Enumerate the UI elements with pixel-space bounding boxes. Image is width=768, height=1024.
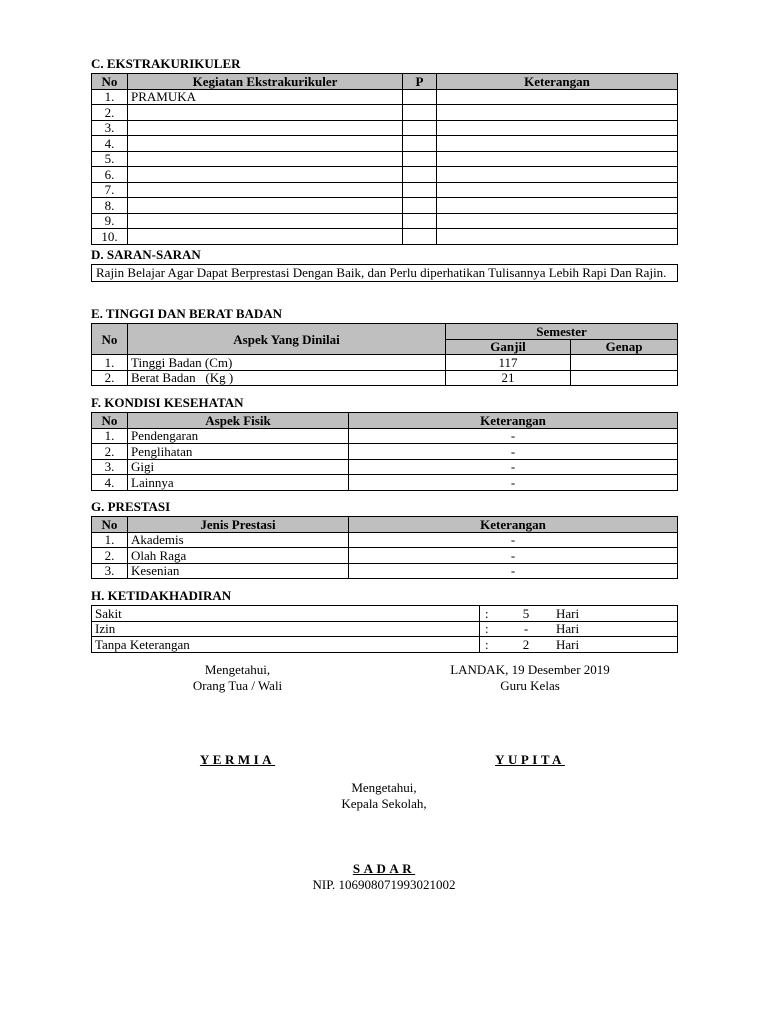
absen-colon: : (485, 636, 489, 652)
row-genap (571, 355, 678, 371)
teacher-name: YUPITA (495, 752, 565, 767)
row-keterangan (437, 167, 678, 183)
row-aspek: Penglihatan (128, 444, 349, 460)
header-aspek: Aspek Yang Dinilai (128, 324, 446, 355)
row-no: 2. (92, 370, 128, 386)
row-genap (571, 370, 678, 386)
table-row (92, 621, 678, 637)
row-kegiatan (128, 151, 403, 167)
table-header-row (92, 324, 678, 340)
row-aspek: Berat Badan (Kg ) (128, 370, 446, 386)
header-keterangan: Keterangan (437, 74, 678, 90)
row-ganjil: 117 (446, 355, 571, 371)
header-keterangan: Keterangan (349, 517, 678, 533)
table-header-row (92, 517, 678, 533)
absen-label: Tanpa Keterangan (92, 637, 480, 653)
row-no: 3. (92, 459, 128, 475)
row-p (403, 167, 437, 183)
absen-colon: : (485, 621, 489, 637)
row-kegiatan (128, 167, 403, 183)
row-no: 3. (92, 563, 128, 579)
row-aspek: Pendengaran (128, 428, 349, 444)
row-no: 4. (92, 475, 128, 491)
principal-nip: NIP. 106908071993021002 (312, 877, 456, 892)
row-p (403, 105, 437, 121)
absen-value: 2 (522, 636, 530, 652)
row-keterangan: - (349, 459, 678, 475)
section-saran (91, 248, 678, 282)
table-row (92, 151, 678, 167)
row-keterangan (437, 136, 678, 152)
table-row (92, 120, 678, 136)
header-p: P (403, 74, 437, 90)
table-row (92, 563, 678, 579)
row-p (403, 136, 437, 152)
row-jenis: Kesenian (128, 563, 349, 579)
section-title: F. KONDISI KESEHATAN (91, 395, 244, 410)
row-p (403, 151, 437, 167)
section-title: C. EKSTRAKURIKULER (91, 56, 241, 71)
row-no: 10. (92, 229, 128, 245)
header-no: No (92, 413, 128, 429)
table-row (92, 229, 678, 245)
section-title: H. KETIDAKHADIRAN (91, 588, 232, 603)
absen-unit: Hari (556, 621, 580, 637)
row-no: 5. (92, 151, 128, 167)
section-title: E. TINGGI DAN BERAT BADAN (91, 306, 283, 321)
row-no: 9. (92, 213, 128, 229)
absen-value: - (523, 621, 529, 637)
row-no: 1. (92, 428, 128, 444)
section-title: D. SARAN-SARAN (91, 247, 201, 262)
table-row (92, 459, 678, 475)
header-kegiatan: Kegiatan Ekstrakurikuler (128, 74, 403, 90)
table-row (92, 548, 678, 564)
row-no: 2. (92, 105, 128, 121)
row-kegiatan (128, 198, 403, 214)
row-p (403, 182, 437, 198)
row-no: 7. (92, 182, 128, 198)
absen-value-cell (480, 637, 678, 653)
parent-name: YERMIA (199, 752, 276, 767)
header-keterangan: Keterangan (349, 413, 678, 429)
row-no: 6. (92, 167, 128, 183)
header-genap: Genap (571, 339, 678, 355)
table-row (92, 532, 678, 548)
row-jenis: Olah Raga (128, 548, 349, 564)
row-aspek: Tinggi Badan (Cm) (128, 355, 446, 371)
row-keterangan: - (349, 563, 678, 579)
row-no: 4. (92, 136, 128, 152)
kesehatan-table (91, 412, 678, 491)
header-no: No (92, 324, 128, 355)
principal-line2: Kepala Sekolah, (341, 796, 427, 811)
row-keterangan (437, 198, 678, 214)
absen-value-cell (480, 606, 678, 622)
absen-value: 5 (522, 605, 530, 621)
row-aspek: Lainnya (128, 475, 349, 491)
row-keterangan (437, 151, 678, 167)
row-keterangan (437, 105, 678, 121)
principal-name: SADAR (352, 861, 416, 876)
header-no: No (92, 74, 128, 90)
row-keterangan: - (349, 428, 678, 444)
row-keterangan (437, 89, 678, 105)
section-tinggi-berat (91, 307, 678, 386)
row-keterangan: - (349, 548, 678, 564)
row-kegiatan (128, 182, 403, 198)
row-kegiatan (128, 136, 403, 152)
table-row (92, 355, 678, 371)
prestasi-table (91, 516, 678, 579)
absen-value-cell (480, 621, 678, 637)
row-p (403, 120, 437, 136)
header-semester: Semester (446, 324, 678, 340)
absen-label: Izin (92, 621, 480, 637)
tinggi-berat-table (91, 323, 678, 386)
table-row (92, 444, 678, 460)
parent-line2: Orang Tua / Wali (192, 678, 283, 693)
table-row (92, 167, 678, 183)
table-row (92, 606, 678, 622)
row-p (403, 89, 437, 105)
saran-text: Rajin Belajar Agar Dapat Berprestasi Dengan Baik, dan Perlu diperhatikan Tulisannya Lebih Rapi Dan Rajin. (91, 264, 678, 282)
table-row (92, 105, 678, 121)
row-ganjil: 21 (446, 370, 571, 386)
row-keterangan (437, 182, 678, 198)
row-kegiatan (128, 105, 403, 121)
table-row (92, 136, 678, 152)
row-p (403, 229, 437, 245)
header-no: No (92, 517, 128, 533)
table-row (92, 198, 678, 214)
row-no: 1. (92, 89, 128, 105)
ekstrakurikuler-table (91, 73, 678, 245)
parent-signature (150, 662, 325, 768)
section-ekstrakurikuler (91, 57, 678, 245)
section-ketidakhadiran (91, 589, 678, 653)
row-no: 2. (92, 548, 128, 564)
row-no: 2. (92, 444, 128, 460)
section-title: G. PRESTASI (91, 499, 171, 514)
row-kegiatan (128, 229, 403, 245)
row-keterangan: - (349, 444, 678, 460)
ketidakhadiran-table (91, 605, 678, 653)
absen-unit: Hari (556, 605, 580, 621)
row-jenis: Akademis (128, 532, 349, 548)
row-keterangan (437, 120, 678, 136)
row-keterangan (437, 213, 678, 229)
table-row (92, 475, 678, 491)
table-row (92, 428, 678, 444)
table-row (92, 637, 678, 653)
row-no: 1. (92, 532, 128, 548)
row-aspek: Gigi (128, 459, 349, 475)
section-prestasi (91, 500, 678, 579)
table-row (92, 213, 678, 229)
table-header-row (92, 74, 678, 90)
row-keterangan: - (349, 475, 678, 491)
absen-colon: : (485, 605, 489, 621)
row-no: 1. (92, 355, 128, 371)
row-kegiatan (128, 120, 403, 136)
section-kesehatan (91, 396, 678, 491)
principal-signature (284, 780, 484, 893)
row-kegiatan: PRAMUKA (128, 89, 403, 105)
header-ganjil: Ganjil (446, 339, 571, 355)
teacher-signature (420, 662, 640, 768)
row-no: 8. (92, 198, 128, 214)
teacher-line2: Guru Kelas (500, 678, 560, 693)
row-keterangan (437, 229, 678, 245)
parent-line1: Mengetahui, (204, 662, 271, 677)
table-row (92, 182, 678, 198)
row-kegiatan (128, 213, 403, 229)
row-keterangan: - (349, 532, 678, 548)
row-p (403, 198, 437, 214)
table-row (92, 89, 678, 105)
principal-line1: Mengetahui, (351, 780, 417, 795)
table-header-row (92, 413, 678, 429)
header-aspek-fisik: Aspek Fisik (128, 413, 349, 429)
teacher-line1: LANDAK, 19 Desember 2019 (450, 662, 610, 677)
row-p (403, 213, 437, 229)
table-row (92, 370, 678, 386)
row-no: 3. (92, 120, 128, 136)
absen-unit: Hari (556, 636, 580, 652)
header-jenis-prestasi: Jenis Prestasi (128, 517, 349, 533)
absen-label: Sakit (92, 606, 480, 622)
